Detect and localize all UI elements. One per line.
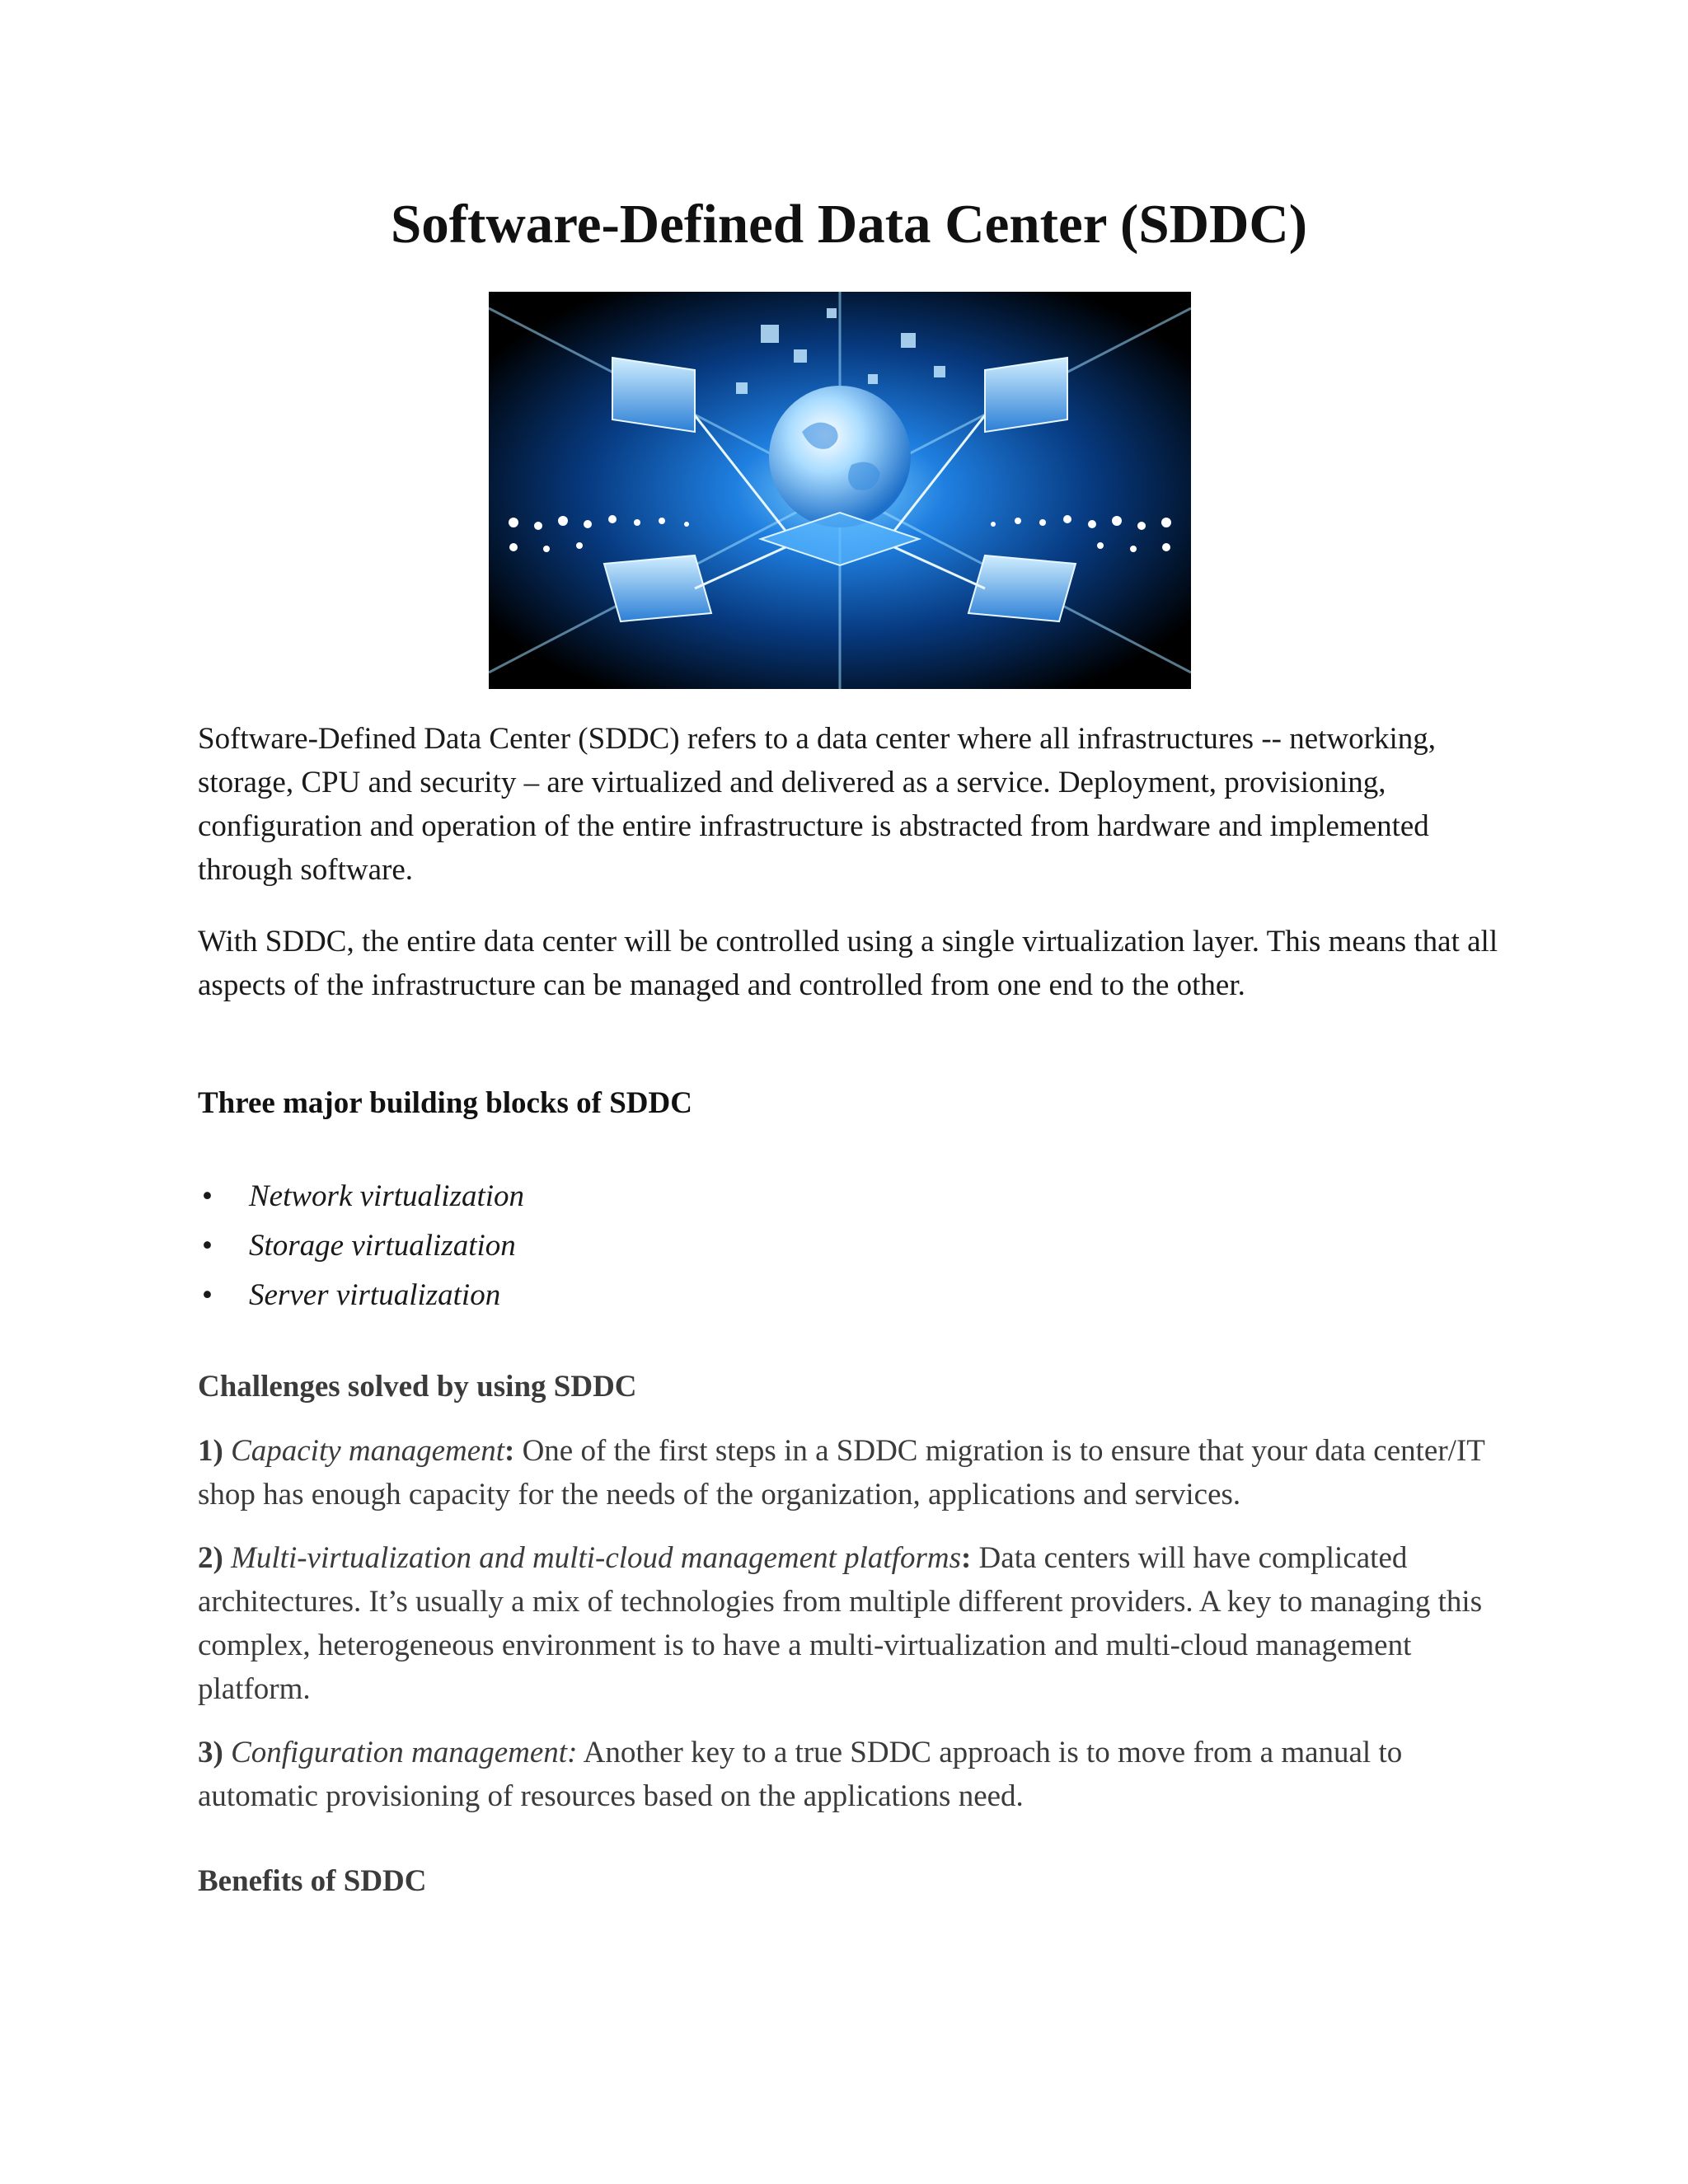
bullet-icon: • [202,1278,213,1312]
globe-network-icon [489,292,1191,689]
challenges-heading: Challenges solved by using SDDC [198,1370,637,1404]
list-item: • Server virtualization [198,1271,1500,1320]
intro-paragraph-1: Software-Defined Data Center (SDDC) refers to a data center where all infrastructures -- networking, storage, CPU and security – are virtualized and delivered as a service. Deployment, provisioning, configuration and operation of the entire infrastructure is abstracted from hardware and implemented through software. [198,722,1436,887]
intro-paragraph-2: With SDDC, the entire data center will be controlled using a single virtualization layer. This means that all aspects of the infrastructure can be managed and controlled from one end to the other. [198,925,1498,1002]
bullet-icon: • [202,1179,213,1213]
sddc-hero-image [489,292,1191,689]
challenge-item-2: 2) Multi-virtualization and multi-cloud management platforms: Data centers will have complicated architectures. It’s usually a mix of technologies from multiple different providers. A key to managing this complex, heterogeneous environment is to have a multi-virtualization and multi-cloud management platform. [198,1541,1483,1706]
page-title: Software-Defined Data Center (SDDC) [390,194,1308,255]
list-item: • Network virtualization [198,1172,1500,1221]
building-blocks-heading: Three major building blocks of SDDC [198,1086,692,1120]
challenge-item-3: 3) Configuration management: Another key to a true SDDC approach is to move from a manual to automatic provisioning of resources based on the applications need. [198,1736,1403,1813]
building-blocks-list [198,1172,1500,1320]
benefits-heading: Benefits of SDDC [198,1864,427,1898]
bullet-icon: • [202,1229,213,1263]
list-item: • Storage virtualization [198,1221,1500,1271]
challenge-item-1: 1) Capacity management: One of the first steps in a SDDC migration is to ensure that your data center/IT shop has enough capacity for the needs of the organization, applications and services. [198,1434,1485,1511]
